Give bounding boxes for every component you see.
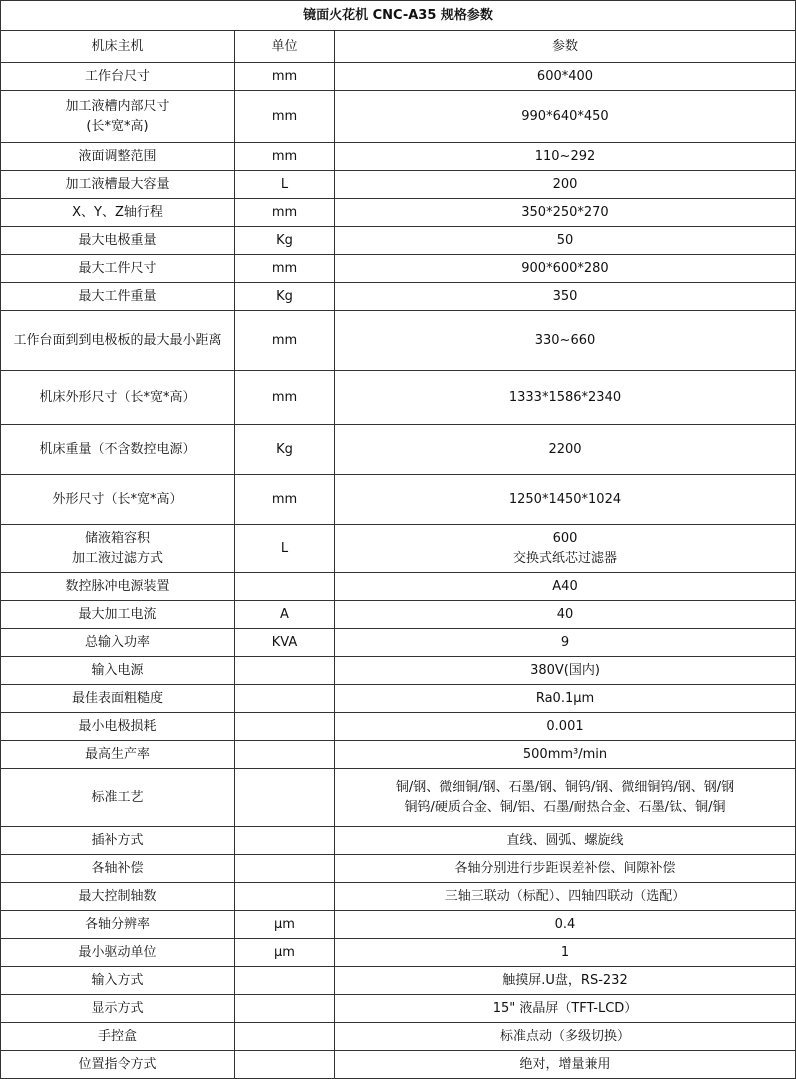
row-value: 三轴三联动（标配）、四轴四联动（选配） [335,883,796,911]
row-name: 最佳表面粗糙度 [1,685,235,713]
table-row [1,199,796,227]
row-name: 显示方式 [1,995,235,1023]
table-row [1,573,796,601]
table-row [1,227,796,255]
row-value: Ra0.1μm [335,685,796,713]
row-name: 总输入功率 [1,629,235,657]
row-name: 各轴分辨率 [1,911,235,939]
row-value: 600 交换式纸芯过滤器 [335,525,796,573]
row-value: 铜/钢、微细铜/钢、石墨/钢、铜钨/钢、微细铜钨/钢、钢/钢 铜钨/硬质合金、铜/铝、石墨/耐热合金、石墨/钛、铜/铜 [335,769,796,827]
row-unit [235,1051,335,1079]
row-unit: mm [235,199,335,227]
row-value: 500mm³/min [335,741,796,769]
table-row [1,283,796,311]
table-row [1,629,796,657]
table-row [1,769,796,827]
row-unit: KVA [235,629,335,657]
table-row [1,1051,796,1079]
row-unit: mm [235,371,335,425]
row-unit: mm [235,255,335,283]
row-unit [235,827,335,855]
table-row [1,601,796,629]
row-value: 50 [335,227,796,255]
row-name: 数控脉冲电源装置 [1,573,235,601]
row-value: 15" 液晶屏（TFT-LCD） [335,995,796,1023]
row-unit: Kg [235,425,335,475]
row-value: 330~660 [335,311,796,371]
row-name: 工作台尺寸 [1,63,235,91]
table-row [1,741,796,769]
row-name: 储液箱容积 加工液过滤方式 [1,525,235,573]
table-row [1,371,796,425]
row-name: 位置指令方式 [1,1051,235,1079]
header-params: 参数 [335,31,796,63]
table-row [1,525,796,573]
row-value: 40 [335,601,796,629]
table-row [1,685,796,713]
row-name: X、Y、Z轴行程 [1,199,235,227]
row-name: 插补方式 [1,827,235,855]
row-unit [235,995,335,1023]
row-value: 直线、圆弧、螺旋线 [335,827,796,855]
table-row [1,967,796,995]
row-name: 输入方式 [1,967,235,995]
row-value: 200 [335,171,796,199]
row-unit [235,883,335,911]
header-unit: 单位 [235,31,335,63]
table-row [1,713,796,741]
table-row [1,1023,796,1051]
row-unit [235,1023,335,1051]
table-row [1,855,796,883]
row-name: 加工液槽内部尺寸 (长*宽*高) [1,91,235,143]
row-unit [235,855,335,883]
table-row [1,255,796,283]
table-row [1,827,796,855]
row-unit: A [235,601,335,629]
row-name: 最大工件尺寸 [1,255,235,283]
row-name: 工作台面到到电极板的最大最小距离 [1,311,235,371]
row-value: 600*400 [335,63,796,91]
row-name: 最大加工电流 [1,601,235,629]
table-row [1,995,796,1023]
row-value: 900*600*280 [335,255,796,283]
table-row [1,425,796,475]
header-machine: 机床主机 [1,31,235,63]
row-value: 触摸屏.U盘，RS-232 [335,967,796,995]
row-name: 最小驱动单位 [1,939,235,967]
row-name: 各轴补偿 [1,855,235,883]
row-unit [235,967,335,995]
row-value: 2200 [335,425,796,475]
row-unit [235,685,335,713]
table-row [1,475,796,525]
row-unit: L [235,525,335,573]
header-row [1,31,796,63]
row-name: 液面调整范围 [1,143,235,171]
row-name: 标准工艺 [1,769,235,827]
row-unit: mm [235,475,335,525]
row-value: 380V(国内) [335,657,796,685]
row-unit: μm [235,939,335,967]
row-value: 0.001 [335,713,796,741]
row-value: A40 [335,573,796,601]
table-row [1,143,796,171]
row-value: 350*250*270 [335,199,796,227]
row-name: 输入电源 [1,657,235,685]
row-value: 1333*1586*2340 [335,371,796,425]
table-row [1,311,796,371]
row-unit [235,713,335,741]
row-unit: mm [235,143,335,171]
row-value: 9 [335,629,796,657]
row-name: 机床外形尺寸（长*宽*高） [1,371,235,425]
row-unit [235,741,335,769]
row-name: 最小电极损耗 [1,713,235,741]
row-name: 加工液槽最大容量 [1,171,235,199]
row-value: 绝对，增量兼用 [335,1051,796,1079]
row-value: 1 [335,939,796,967]
row-unit: L [235,171,335,199]
row-name: 最高生产率 [1,741,235,769]
table-row [1,171,796,199]
row-unit: mm [235,311,335,371]
row-unit: Kg [235,283,335,311]
row-name: 最大电极重量 [1,227,235,255]
table-row [1,91,796,143]
row-name: 外形尺寸（长*宽*高） [1,475,235,525]
row-unit [235,769,335,827]
table-row [1,883,796,911]
table-row [1,939,796,967]
row-name: 机床重量（不含数控电源） [1,425,235,475]
row-unit [235,573,335,601]
row-value: 990*640*450 [335,91,796,143]
row-value: 0.4 [335,911,796,939]
row-value: 标准点动（多级切换） [335,1023,796,1051]
table-row [1,657,796,685]
row-unit: μm [235,911,335,939]
row-value: 350 [335,283,796,311]
row-value: 各轴分别进行步距误差补偿、间隙补偿 [335,855,796,883]
table-title: 镜面火花机 CNC-A35 规格参数 [0,0,796,30]
row-unit: mm [235,91,335,143]
row-name: 最大控制轴数 [1,883,235,911]
table-row [1,63,796,91]
row-name: 手控盒 [1,1023,235,1051]
row-unit: Kg [235,227,335,255]
row-unit [235,657,335,685]
row-unit: mm [235,63,335,91]
row-name: 最大工件重量 [1,283,235,311]
table-row [1,911,796,939]
row-value: 110~292 [335,143,796,171]
row-value: 1250*1450*1024 [335,475,796,525]
